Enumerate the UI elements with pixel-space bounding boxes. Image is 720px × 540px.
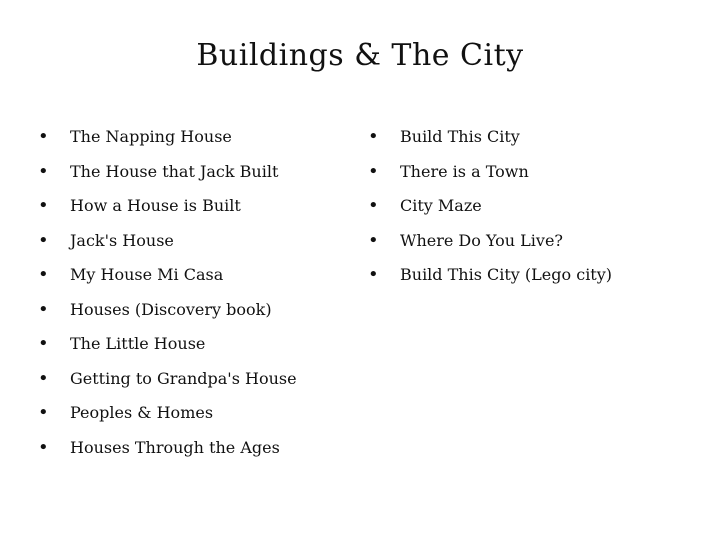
bullet-icon: • [38, 436, 49, 458]
list-item [38, 327, 338, 362]
bullet-icon: • [38, 264, 49, 285]
right-book-list [368, 120, 698, 293]
bullet-icon: • [38, 195, 49, 216]
slide-title: Buildings & The City [196, 38, 524, 73]
bullet-icon: • [38, 229, 49, 251]
list-item [368, 258, 698, 293]
list-item-text: Where Do You Live? [400, 230, 563, 250]
list-item-text: City Maze [400, 196, 482, 215]
list-item-text: The House that Jack Built [70, 161, 279, 181]
left-book-list [38, 120, 338, 465]
list-item [368, 189, 698, 224]
list-item-text: Houses (Discovery book) [70, 299, 272, 319]
list-item-text: Houses Through the Ages [70, 437, 280, 457]
list-item [38, 258, 338, 293]
list-item [368, 155, 698, 190]
bullet-icon: • [38, 126, 49, 147]
list-item-text: Jack's House [70, 230, 174, 250]
bullet-icon: • [368, 229, 379, 251]
list-item-text: Getting to Grandpa's House [70, 368, 297, 388]
list-item [38, 293, 338, 328]
list-item [38, 362, 338, 397]
bullet-icon: • [368, 126, 379, 147]
bullet-icon: • [368, 264, 379, 285]
list-item-text: The Little House [70, 334, 206, 353]
list-item [368, 120, 698, 155]
list-item-text: The Napping House [70, 127, 232, 146]
list-item [38, 431, 338, 466]
list-item-text: How a House is Built [70, 196, 241, 215]
list-item-text: There is a Town [400, 161, 529, 181]
bullet-icon: • [368, 160, 379, 182]
list-item [38, 120, 338, 155]
bullet-icon: • [368, 195, 379, 216]
list-item-text: My House Mi Casa [70, 265, 224, 284]
list-item [38, 224, 338, 259]
list-item [38, 189, 338, 224]
bullet-icon: • [38, 333, 49, 354]
list-item-text: Build This City [400, 127, 520, 146]
list-item [38, 155, 338, 190]
bullet-icon: • [38, 367, 49, 389]
list-item [38, 396, 338, 431]
list-item-text: Build This City (Lego city) [400, 265, 613, 284]
list-item-text: Peoples & Homes [70, 403, 214, 422]
bullet-icon: • [38, 160, 49, 182]
bullet-icon: • [38, 402, 49, 423]
list-item [368, 224, 698, 259]
bullet-icon: • [38, 298, 49, 320]
